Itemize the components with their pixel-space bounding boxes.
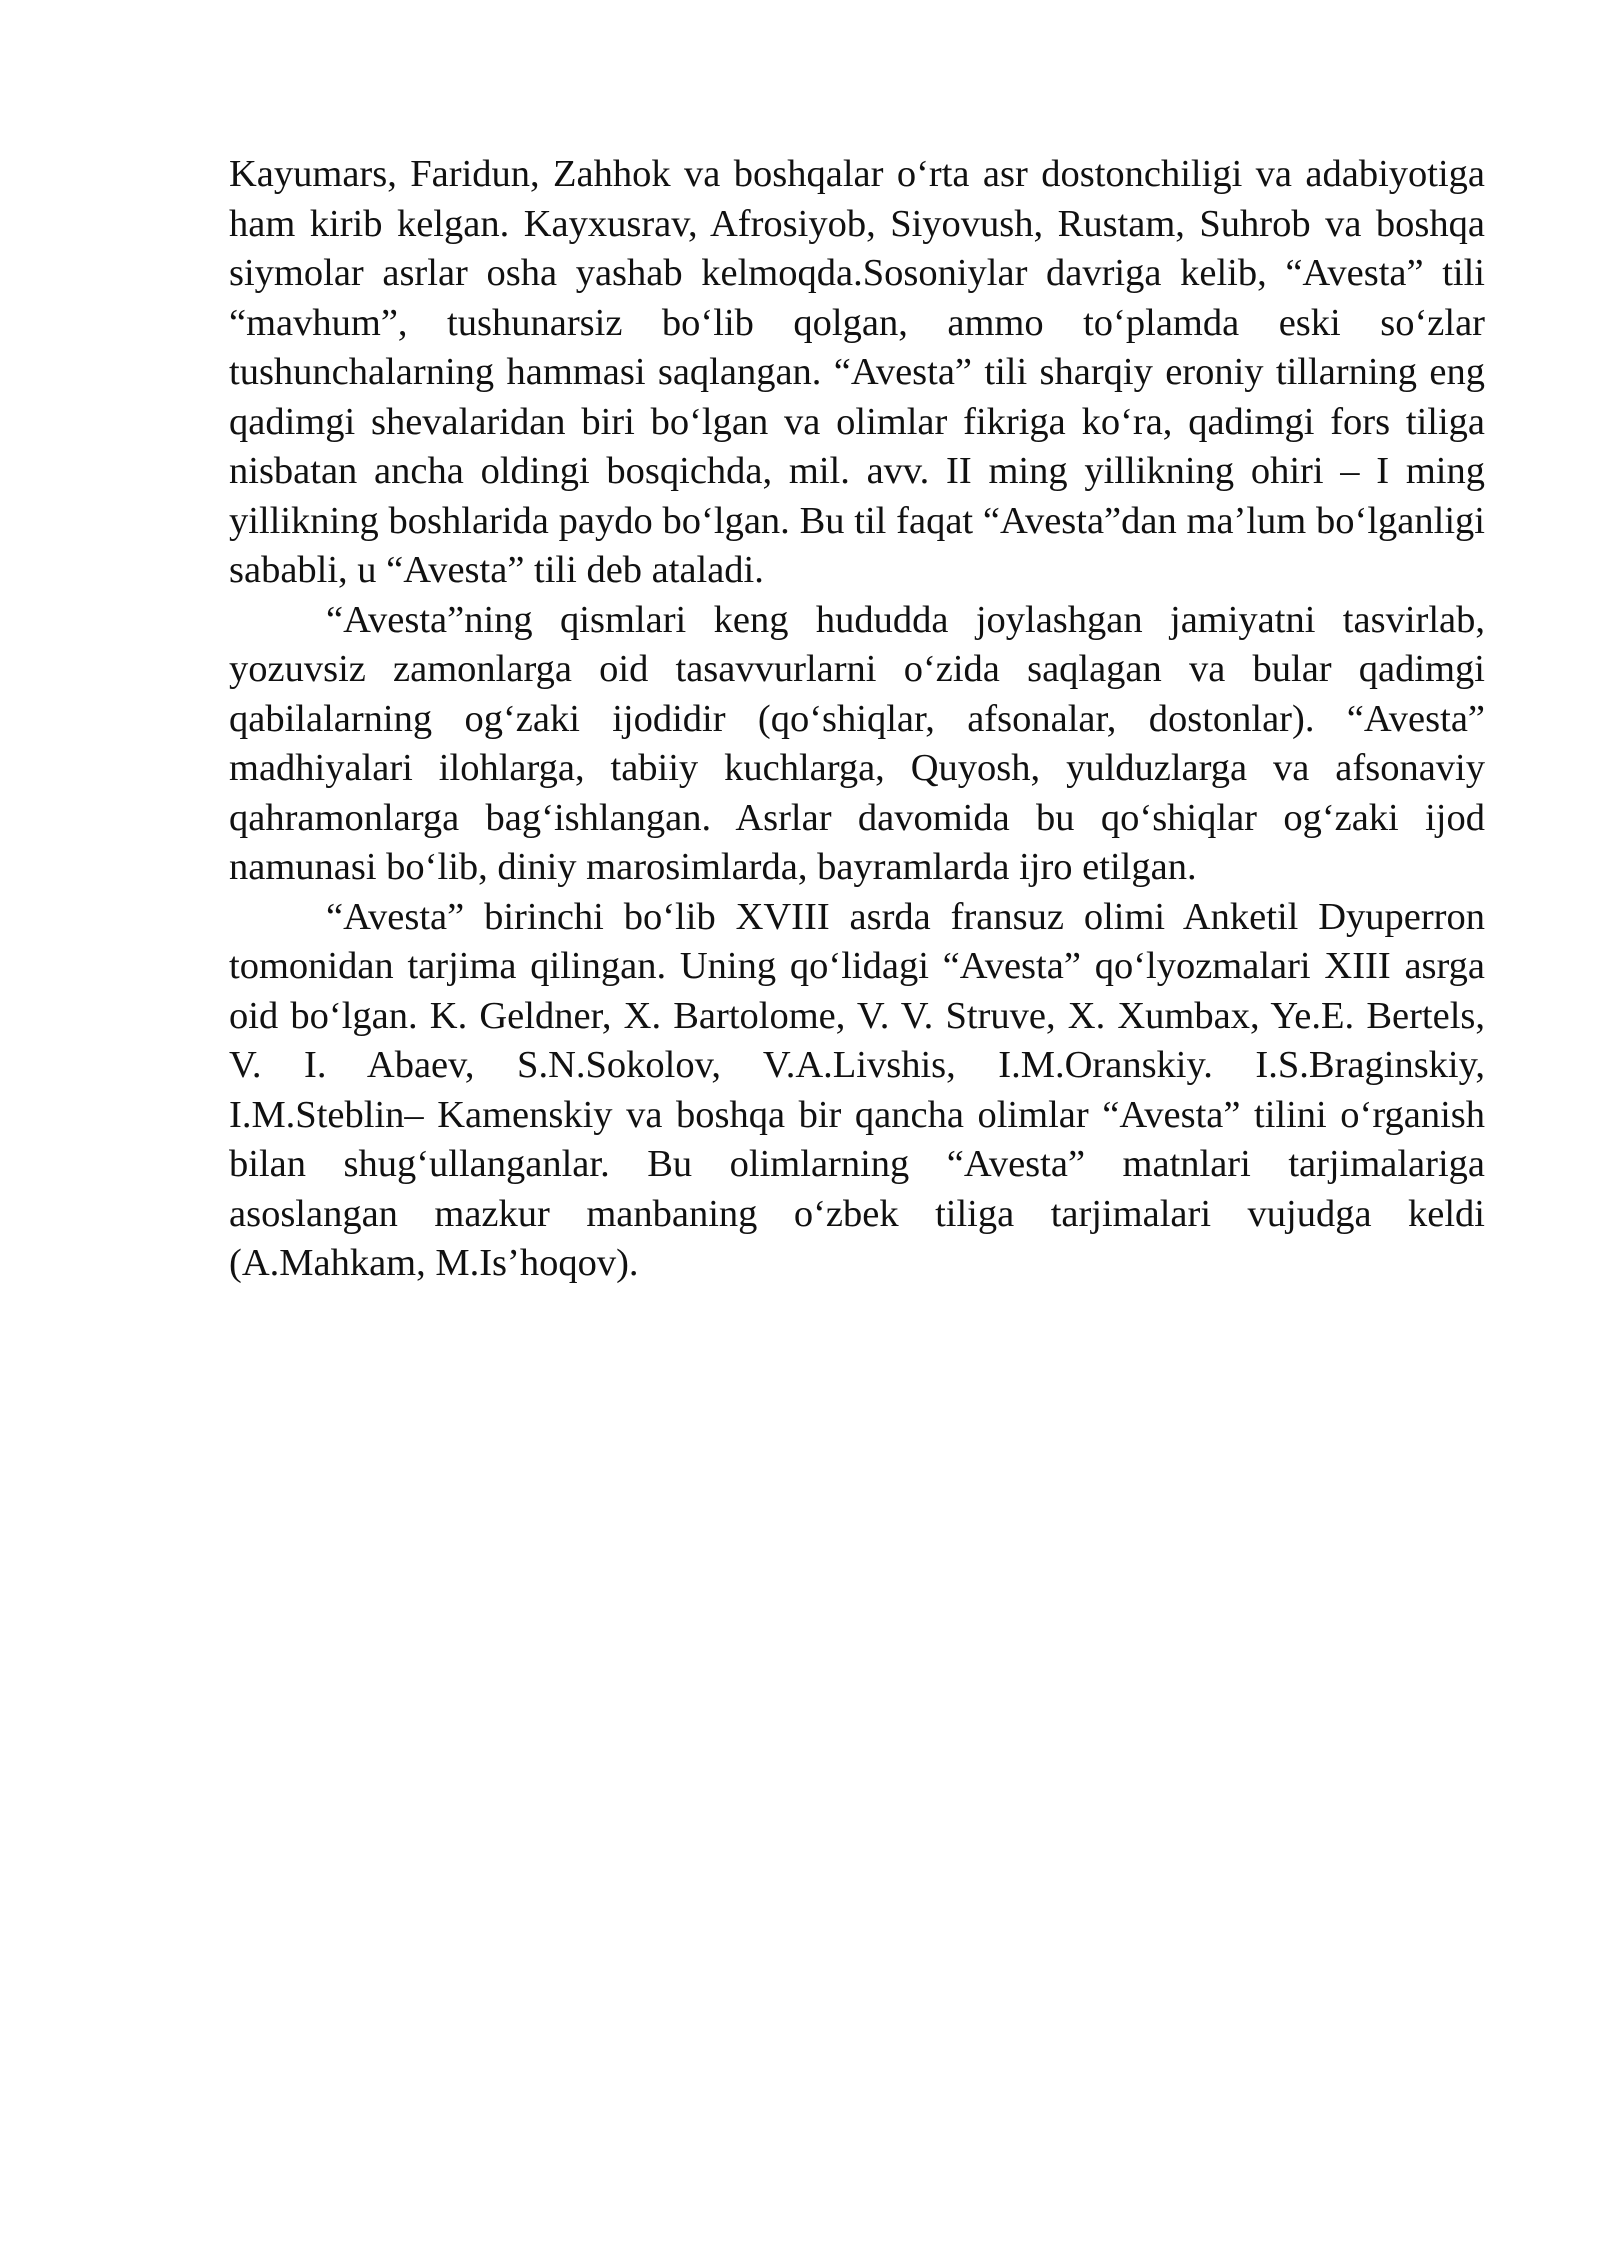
- document-body: [229, 150, 1485, 1289]
- paragraph-2: “Avesta”ning qismlari keng hududda joylashgan jamiyatni tasvirlab, yozuvsiz zamonlarga oid tasavvurlarni o‘zida saqlagan va bular qadimgi qabilalarning og‘zaki ijodidir (qo‘shiqlar, afsonalar, dostonlar). “Avesta” madhiyalari ilohlarga, tabiiy kuchlarga, Quyosh, yulduzlarga va afsonaviy qahramonlarga bag‘ishlangan. Asrlar davomida bu qo‘shiqlar og‘zaki ijod namunasi bo‘lib, diniy marosimlarda, bayramlarda ijro etilgan.: [229, 598, 1485, 888]
- paragraph-3: “Avesta” birinchi bo‘lib XVIII asrda fransuz olimi Anketil Dyuperron tomonidan tarjima qilingan. Uning qo‘lidagi “Avesta” qo‘lyozmalari XIII asrga oid bo‘lgan. K. Geldner, X. Bartolome, V. V. Struve, X. Xumbax, Ye.E. Bertels, V. I. Abaev, S.N.Sokolov, V.A.Livshis, I.M.Oranskiy. I.S.Braginskiy, I.M.Steblin– Kamenskiy va boshqa bir qancha olimlar “Avesta” tilini o‘rganish bilan shug‘ullanganlar. Bu olimlarning “Avesta” matnlari tarjimalariga asoslangan mazkur manbaning o‘zbek tiliga tarjimalari vujudga keldi (A.Mahkam, M.Is’hoqov).: [229, 895, 1485, 1284]
- paragraph-1: Kayumars, Faridun, Zahhok va boshqalar o‘rta asr dostonchiligi va adabiyotiga ham kirib kelgan. Kayxusrav, Afrosiyob, Siyovush, Rustam, Suhrob va boshqa siymolar asrlar osha yashab kelmoqda.Sosoniylar davriga kelib, “Avesta” tili “mavhum”, tushunarsiz bo‘lib qolgan, ammo to‘plamda eski so‘zlar tushunchalarning hammasi saqlangan. “Avesta” tili sharqiy eroniy tillarning eng qadimgi shevalaridan biri bo‘lgan va olimlar fikriga ko‘ra, qadimgi fors tiliga nisbatan ancha oldingi bosqichda, mil. avv. II ming yillikning ohiri – I ming yillikning boshlarida paydo bo‘lgan. Bu til faqat “Avesta”dan ma’lum bo‘lganligi sababli, u “Avesta” tili deb ataladi.: [229, 153, 1485, 591]
